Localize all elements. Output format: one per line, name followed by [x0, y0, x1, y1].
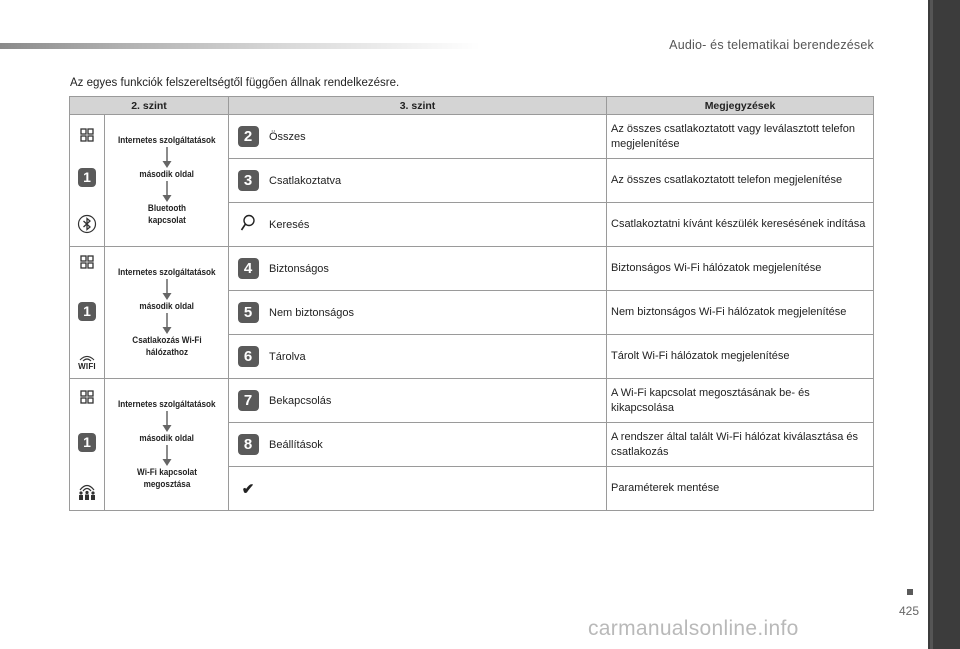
- flow-step: Bluetooth kapcsolat: [147, 202, 186, 226]
- group-icons: [70, 379, 105, 511]
- grid-icon: [80, 255, 94, 269]
- number-badge: 3: [238, 170, 259, 191]
- row-number: [229, 159, 266, 203]
- table-row: [70, 247, 874, 291]
- group-icons: [70, 247, 105, 379]
- page-marker: [907, 589, 913, 595]
- right-sidebar: [928, 0, 960, 649]
- number-badge: 5: [238, 302, 259, 323]
- row-note: Nem biztonságos Wi-Fi hálózatok megjelenítése: [607, 291, 874, 335]
- navigation-flow: [105, 379, 229, 511]
- row-label: Összes: [265, 115, 607, 159]
- row-number: [229, 203, 266, 247]
- intro-text: Az egyes funkciók felszereltségtől függően állnak rendelkezésre.: [70, 77, 400, 89]
- flow-step: Internetes szolgáltatások: [117, 398, 216, 410]
- page-number: 425: [899, 604, 920, 618]
- row-label: Beállítások: [265, 423, 607, 467]
- number-badge: 4: [238, 258, 259, 279]
- row-note: Csatlakoztatni kívánt készülék keresésének indítása: [607, 203, 874, 247]
- settings-table: [69, 96, 874, 511]
- flow-step: Internetes szolgáltatások: [117, 266, 216, 278]
- row-label: Csatlakoztatva: [265, 159, 607, 203]
- row-number: [229, 291, 266, 335]
- hotspot-sharing-icon: [77, 482, 97, 500]
- flow-step: Wi-Fi kapcsolat megosztása: [136, 466, 197, 490]
- flow-step: második oldal: [139, 168, 194, 180]
- table-header-row: [70, 97, 874, 115]
- row-number: [229, 115, 266, 159]
- step-badge: 1: [78, 433, 96, 452]
- row-number: [229, 467, 266, 511]
- arrow-down-icon: [162, 313, 172, 335]
- row-number: [229, 379, 266, 423]
- watermark: carmanualsonline.info: [588, 617, 799, 640]
- row-note: Biztonságos Wi-Fi hálózatok megjelenítése: [607, 247, 874, 291]
- row-note: Az összes csatlakoztatott vagy leválasztott telefon megjelenítése: [607, 115, 874, 159]
- row-number: [229, 423, 266, 467]
- row-label: Bekapcsolás: [265, 379, 607, 423]
- header-notes: Megjegyzések: [607, 97, 874, 115]
- search-icon: [240, 214, 256, 232]
- arrow-down-icon: [162, 411, 172, 433]
- sidebar-divider: [930, 0, 933, 649]
- row-label: Biztonságos: [265, 247, 607, 291]
- row-label: Keresés: [265, 203, 607, 247]
- bluetooth-icon: [77, 214, 97, 234]
- flow-step: Csatlakozás Wi-Fi hálózathoz: [131, 334, 202, 358]
- step-badge: 1: [78, 168, 96, 187]
- arrow-down-icon: [162, 181, 172, 203]
- grid-icon: [80, 390, 94, 404]
- checkmark-icon: ✔: [241, 480, 255, 498]
- arrow-down-icon: [162, 445, 172, 467]
- section-title: Audio- és telematikai berendezések: [669, 38, 874, 52]
- flow-step: Internetes szolgáltatások: [117, 134, 216, 146]
- step-badge: 1: [78, 302, 96, 321]
- row-note: A Wi-Fi kapcsolat megosztásának be- és kikapcsolása: [607, 379, 874, 423]
- group-icons: [70, 115, 105, 247]
- table-row: [70, 379, 874, 423]
- row-note: A rendszer által talált Wi-Fi hálózat kiválasztása és csatlakozás: [607, 423, 874, 467]
- header-level-2: 2. szint: [70, 97, 229, 115]
- row-note: Az összes csatlakoztatott telefon megjelenítése: [607, 159, 874, 203]
- number-badge: 6: [238, 346, 259, 367]
- row-number: [229, 247, 266, 291]
- number-badge: 2: [238, 126, 259, 147]
- navigation-flow: [105, 115, 229, 247]
- number-badge: 8: [238, 434, 259, 455]
- row-label: [265, 467, 607, 511]
- wifi-label: WIFI: [78, 361, 96, 371]
- number-badge: 7: [238, 390, 259, 411]
- row-number: [229, 335, 266, 379]
- arrow-down-icon: [162, 147, 172, 169]
- grid-icon: [80, 128, 94, 142]
- header-level-3: 3. szint: [229, 97, 607, 115]
- row-label: Nem biztonságos: [265, 291, 607, 335]
- wifi-icon: [78, 354, 96, 371]
- flow-step: második oldal: [139, 300, 194, 312]
- navigation-flow: [105, 247, 229, 379]
- flow-step: második oldal: [139, 432, 194, 444]
- row-note: Paraméterek mentése: [607, 467, 874, 511]
- table-row: [70, 115, 874, 159]
- arrow-down-icon: [162, 279, 172, 301]
- header-gradient-bar: [0, 43, 480, 49]
- row-note: Tárolt Wi-Fi hálózatok megjelenítése: [607, 335, 874, 379]
- row-label: Tárolva: [265, 335, 607, 379]
